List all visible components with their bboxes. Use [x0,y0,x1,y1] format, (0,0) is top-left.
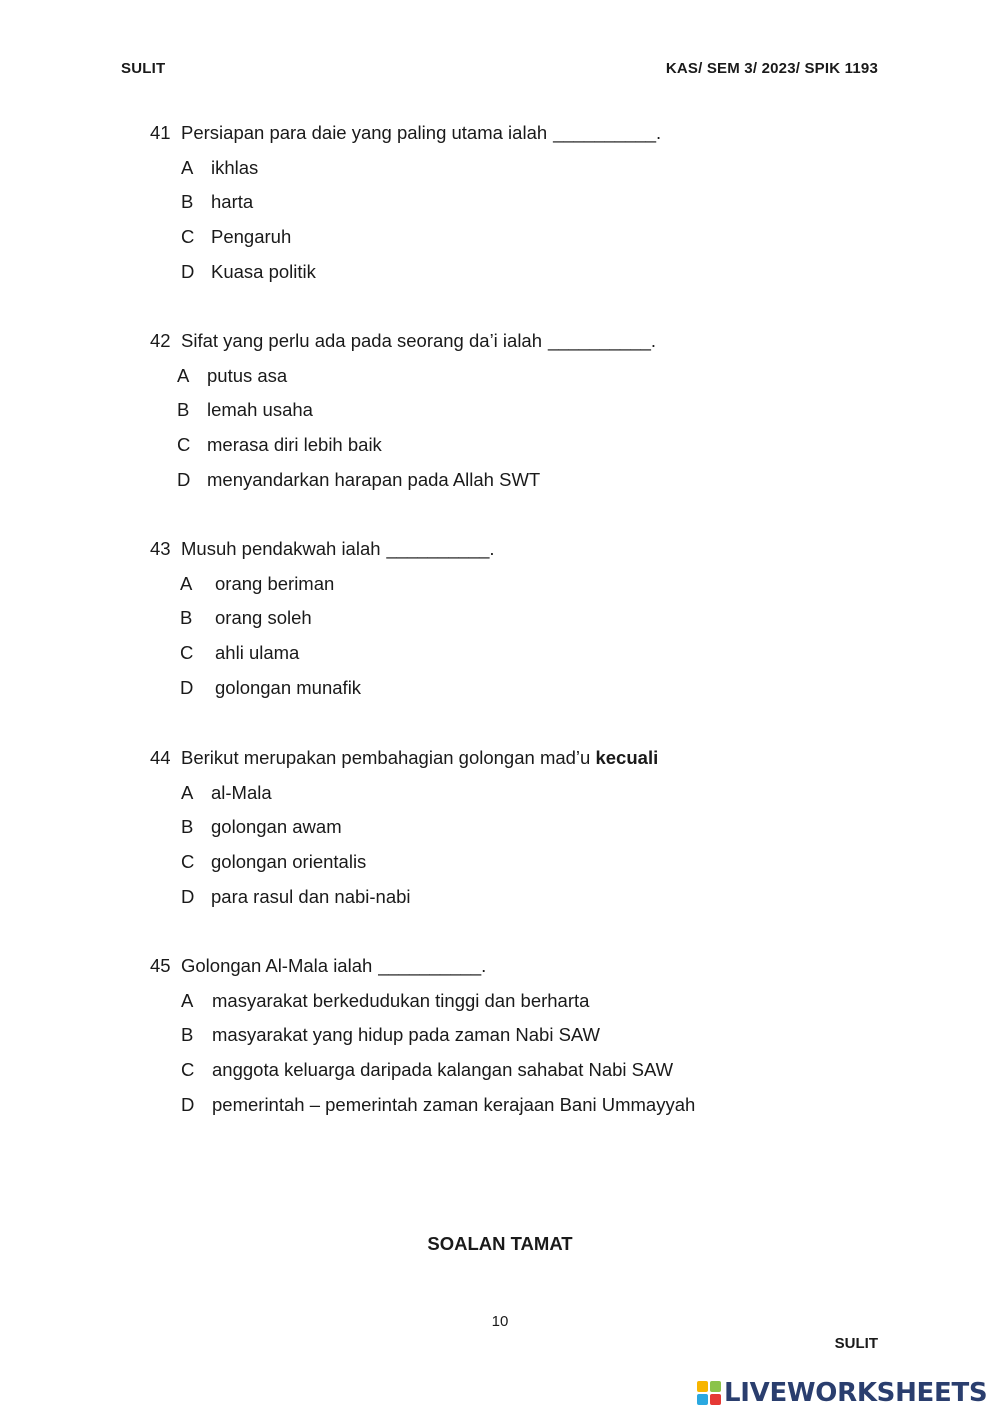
option-a [150,781,910,805]
end-of-questions-text: SOALAN TAMAT [427,1233,573,1254]
option-text: orang beriman [215,572,335,594]
option-letter: B [181,816,194,838]
liveworksheets-logo-icon [697,1381,721,1405]
option-letter: D [181,885,195,907]
option-letter: A [181,989,194,1011]
option-text: para rasul dan nabi-nabi [211,885,411,907]
option-b [150,815,910,839]
option-b [150,606,910,630]
header-sulit-left: SULIT [121,60,166,77]
logo-square-icon [697,1381,708,1392]
answer-blank: __________. [386,538,495,559]
answer-blank: __________. [378,955,487,976]
page-number: 10 [491,1313,509,1330]
option-b [150,1023,910,1047]
option-letter: C [177,434,191,456]
option-text: ahli ulama [215,642,300,664]
option-d [150,468,910,492]
option-text: masyarakat yang hidup pada zaman Nabi SAW [212,1024,601,1046]
option-letter: B [181,1024,194,1046]
option-c [150,1058,910,1082]
option-letter: D [181,1093,195,1115]
question-45 [150,954,910,1117]
question-number: 44 [150,747,171,768]
option-d [150,885,910,909]
option-c [150,433,910,457]
option-text: pemerintah – pemerintah zaman kerajaan Bani Ummayyah [212,1093,696,1115]
question-stem [150,954,910,978]
option-a [150,156,910,180]
question-stem [150,329,910,353]
question-text: Sifat yang perlu ada pada seorang da’i ialah [181,330,543,351]
option-c [150,641,910,665]
question-emphasis: kecuali [595,747,659,768]
option-c [150,225,910,249]
question-stem [150,537,910,561]
option-text: merasa diri lebih baik [207,434,382,456]
option-text: golongan munafik [215,676,362,698]
question-number: 43 [150,538,171,559]
question-number: 45 [150,955,171,976]
option-text: golongan awam [211,816,342,838]
option-letter: C [180,642,194,664]
option-text: lemah usaha [207,399,313,421]
question-text: Persiapan para daie yang paling utama ialah [181,122,548,143]
question-44 [150,746,910,909]
option-c [150,850,910,874]
option-d [150,260,910,284]
question-41 [150,121,910,284]
question-stem [150,121,910,145]
footer-sulit: SULIT [834,1335,878,1352]
option-d [150,676,910,700]
option-text: ikhlas [211,156,259,178]
question-42 [150,329,910,492]
option-letter: A [181,781,194,803]
question-text: Musuh pendakwah ialah [181,538,381,559]
question-number: 41 [150,122,171,143]
answer-blank: __________. [553,122,662,143]
option-text: orang soleh [215,607,312,629]
answer-blank: __________. [548,330,657,351]
header-course-code: KAS/ SEM 3/ 2023/ SPIK 1193 [665,60,878,77]
option-text: anggota keluarga daripada kalangan sahabat Nabi SAW [212,1059,674,1081]
logo-square-icon [710,1381,721,1392]
option-text: golongan orientalis [211,851,367,873]
question-43 [150,537,910,700]
liveworksheets-logo[interactable] [697,1378,987,1408]
option-text: harta [211,191,254,213]
option-letter: D [181,260,195,282]
option-a [150,989,910,1013]
question-number: 42 [150,330,171,351]
option-letter: C [181,226,195,248]
option-a [150,364,910,388]
option-letter: B [180,607,193,629]
option-letter: A [181,156,194,178]
option-b [150,190,910,214]
option-a [150,572,910,596]
option-text: Kuasa politik [211,260,316,282]
option-letter: A [177,364,190,386]
logo-square-icon [710,1394,721,1405]
logo-square-icon [697,1394,708,1405]
option-text: masyarakat berkedudukan tinggi dan berharta [212,989,590,1011]
question-text: Golongan Al-Mala ialah [181,955,373,976]
option-letter: D [180,676,194,698]
option-text: putus asa [207,364,288,386]
option-letter: C [181,851,195,873]
option-text: menyandarkan harapan pada Allah SWT [207,468,541,490]
question-stem [150,746,910,770]
question-text: Berikut merupakan pembahagian golongan mad’u [181,747,591,768]
option-b [150,398,910,422]
option-letter: B [177,399,190,421]
option-letter: A [180,572,193,594]
option-letter: D [177,468,191,490]
option-letter: C [181,1059,195,1081]
option-text: Pengaruh [211,226,292,248]
option-text: al-Mala [211,781,272,803]
option-letter: B [181,191,194,213]
liveworksheets-logo-text: LIVEWORKSHEETS [724,1378,988,1408]
option-d [150,1093,910,1117]
